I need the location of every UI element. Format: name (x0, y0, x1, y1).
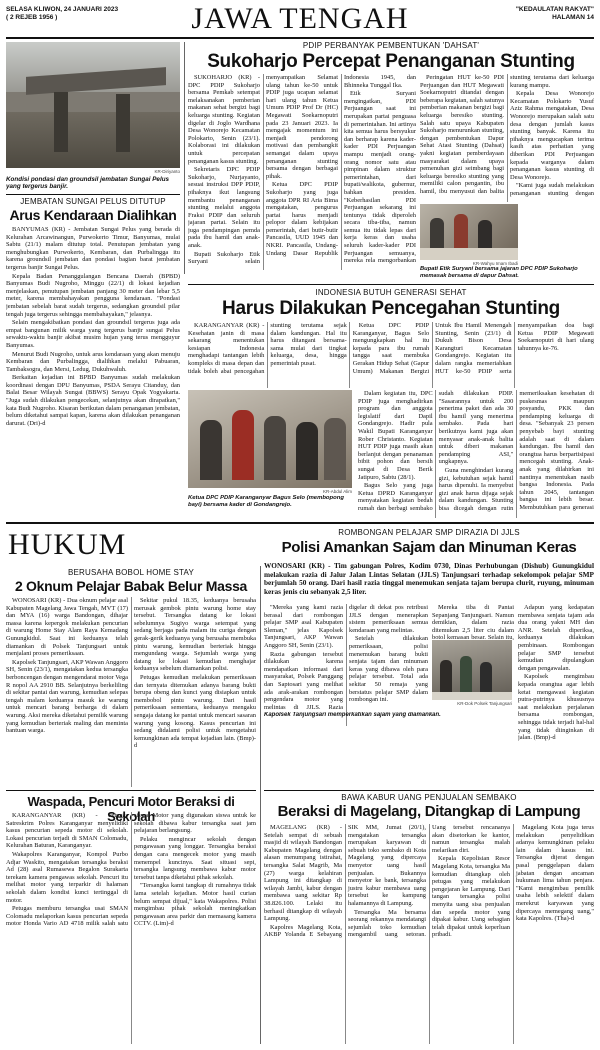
b3-headline: Polisi Amankan Sajam dan Minuman Keras (281, 539, 577, 556)
a2-paragraph: KARANGANYAR (KR) - Kesehatan janin di masa sekarang menentukan kesiapan Indonesia menghadapi tantangan lebih kompleks di masa depan dan tidak boleh abai pencegahan stunting terutama sejak dalam kandungan. Hal itu harus ditangani bersama-sama mulai dari tingkat keluarga, desa, hingga pemerintah pusat. (188, 322, 347, 375)
a2-paragraph: Dalam kegiatan itu, DPC PDIP juga menghadirkan program dan anggota legislatif dari Dapil Gondangrejo. Hadir pula Wakil Bupati Karanganyar Rober Christanto. Kegiatan HUT PDIP juga masih akan berlanjut dengan penanaman bibit pohon dan bersih sungai di Desa Berik Jatipuro, Sabtu (28/1). (358, 390, 433, 481)
section-rule (6, 522, 594, 524)
b3-body-right (518, 604, 594, 788)
masthead-title: JAWA TENGAH (191, 2, 409, 35)
a1-paragraph: Bupati Sukoharjo Etik Suryani selain menyampaikan Selamat ulang tahun ke-50 untuk PDIP juga ucapan selamat hari ulang tahun Ketua Umum PDIP Prof Dr (HC) Megawati Soekarnoputri pada 23 Januari 2023. Ia mengajak momentum ini menjadi pendorong motivasi dan pembangkit semangat dalam upaya penanganan stunting bersama dengan berbagai pihak. (188, 74, 338, 266)
bridge-paragraph: Menurut Budi Nugroho, untuk arus kendaraan yang akan menuju Kembaran dan Purbalingga, dialihkan melalui Pabuaran, Tambaksogra, dan Mersi, Ledug, Dukuhwaluh. (6, 350, 180, 373)
b2-headline: Waspada, Pencuri Motor Beraksi di Sekolah (27, 794, 235, 824)
bridge-photo-credit: KR-Diriyanto (154, 169, 180, 174)
bridge-paragraph: Kepala Badan Penanggulangan Bencana Daerah (BPBD) Banyumas Budi Nugroho, Minggu (22/1) di lokasi kejadian menjelaskan, penutupan jembatan panjang 30 meter dan lebar 5,5 meter, karena membahayakan pengguna kendaraan. "Pondasi jembatan sebelah barat sudah tergerus, sedangkan groundsil pilar tengah juga tergerus sehingga membahayakan," jelasnya. (6, 272, 180, 318)
b4-paragraph: MAGELANG (KR) - Setelah sempat di sebuah masjid di wilayah Bandongan Kabupaten Magelang dengan alasan menumpang istirahat, tersangka Salat Magrib, Ma (27) warga kelahiran Lampung ini ditangkap di wilayah Jambi, kabur dengan membawa uang sekitar Rp 38.826.100. Lelaki itu berhasil ditangkap di wilayah Lampung. (264, 824, 342, 923)
b2-paragraph: Pelaku mengincar sekolah dengan pengawasan yang longgar. Tersangka beraksi dengan cara mengecek motor yang masih menempel kuncinya. Saat situasi sepi, tersangka langsung membawa kabur motor tersebut tanpa diketahui pihak sekolah. (134, 835, 256, 881)
b1-paragraph: Kapolsek Tanjungsari, AKP Wawan Anggoro SH, Senin (23/1), mengatakan kedua tersangka berboncengan dengan mengendarai motor Vega R nopol AA 2910 BB. Selanjutnya berkeliling di sekitar pantai dan warung, kemudian selepas tengah malam keduanya masuk ke warung untuk mencari barang berharga di dalam warung. Aksi mereka diketahui pemilik warung yang kemudian berteriak maling dan meminta bantuan warga. (6, 658, 128, 735)
a2-body-top (188, 322, 594, 388)
bridge-rule (6, 194, 180, 195)
a1-body-left (188, 74, 416, 270)
masthead-rule (6, 37, 594, 39)
a1-kicker: PDIP PERBANYAK PEMBENTUKAN 'DAHSAT' (302, 41, 480, 50)
b3-paragraph: Adapun yang kedapatan membawa senjata tajam ada dua orang yakni MH dan ANR. Setelah diperiksa, keduanya dilakukan pembinaan. Rombongan pelajar SMP tersebut kemudian dipulangkan dengan pengawalan. (518, 604, 594, 672)
bridge-paragraph: Selain mengakibatkan pondasi dan groundsil tergerus juga ada empat bangunan milik warga yang tergerus banjir sungai Pelus sewaktu-waktu banjir akibat musim hujan yang terus mengguyur Banyumas. (6, 319, 180, 349)
column-divider (260, 566, 261, 1044)
b4-headline: Beraksi di Magelang, Ditangkap di Lampung (277, 803, 581, 820)
bridge-paragraph: Berkaitan kejadian ini BPBD Banyumas sudah melakukan koordinasi dengan DPU Banyumas, PSDA Serayu Citanduy, dan Balai Besar Wilayah Sungai (BBWS) Serayu Opak Yogyakarta. "Juga sudah dilakukan pengecekan, selanjutnya akan dirapatkan," kata Budi Nugroho. Kisaran berikutan dalam penanganan jembatan, belum diketahui sampai kapan, karena akan dilakukan penanganan darurat. (Dri)-d (6, 374, 180, 427)
b3-photo (432, 640, 512, 700)
column-divider (184, 42, 185, 274)
a1-photo-credit: KR-Wahyu Imam Ibadi (472, 261, 518, 266)
a2-paragraph: Bagus Selo yang juga Ketua DPRD Karanganyar menyatakan kegiatan bedah rumah dan berbagi sembako sudah dilakukan PDIP. "Sasarannya untuk 200 penerima paket dan ada 30 ibu hamil yang menerima sembako. Pada hari berikutnya kami juga akan menyasar anak-anak balita untuk diberi makanan pendamping ASI," ungkapnya. (358, 390, 514, 512)
masthead-rejeb: ( 2 REJEB 1956 ) (6, 14, 58, 21)
bridge-photo (6, 42, 180, 168)
b3-paragraph: Razia gabungan tersebut dilakukan karena mendapatkan informasi dari masyarakat, Polsek Panggang dan Saptosari yang melihat ada arak-arakan rombongan pengendara motor yang melintas di JJLS. Razia digelar di dekat pos retribusi JJLS dengan menerapkan sistem pemeriksaan semua kendaraan yang melintas. (264, 604, 428, 711)
a1-rule (188, 284, 594, 285)
a2-caption: Ketua DPC PDIP Karanganyar Bagus Selo (membopong bayi) bersama kader di Gondangrejo. (188, 495, 344, 508)
b2-paragraph: Wakapolres Karanganyar, Kompol Purbo Adjar Waskito, mengatakan tersangka beraksi Ad (28) asal Rumasewa Begalon Surakarta terekam kamera pengawas sekolah. Pencuri itu melihat motor yang terparkir di halaman sekolah dalam kondisi kunci tertinggal di motor. (6, 850, 128, 904)
a2-paragraph: Ketua DPC PDIP Karanganyar, Bagus Selo mengungkapkan hal itu kepada para ibu rumah tangga saat membuka Gerakan Hidup Sehat (Gapur Umum) Makanan Bergizi Untuk Ibu Hamil Menengah Stunting, Senin (23/1) di Dukuh Bison Desa Karangturi Kecamatan Gondangrejo. Kegiatan itu dalam rangka memeriahkan HUT ke-50 PDIP serta menyampaikan doa bagi Ketua PDIP Megawati Soekarnoputri di hari ulang tahunnya ke-76. (352, 322, 594, 375)
b3-body-mid (432, 604, 514, 640)
b2-rule (6, 790, 256, 791)
masthead-right-block (470, 6, 594, 22)
a1-paragraph: Ketua DPC PDIP Sukoharjo yang juga anggota DPR RI Aria Bima mengatakan, pengurus partai harus menjadi pelopor dalam kebijakan pemerintah, dari butir-butir Pancasila, UUD 1945 dan NKRI. Pancasila, Undang-Undang Dasar Republik Indonesia 1945, dan Bhinneka Tunggal Ika. (266, 74, 416, 257)
b2-paragraph: "Tersangka kami tangkap di rumahnya tidak lama setelah kejadian. Motor hasil curian belum sempat dijual," kata Wakapolres. Polisi mengimbau pihak sekolah meningkatkan pengawasan area parkir dan memasang kamera CCTV. (Lim)-d (134, 882, 256, 928)
masthead-slogan: "KEDAULATAN RAKYAT" (515, 6, 594, 13)
a1-paragraph: SUKOHARJO (KR) - DPC PDIP Sukoharjo bersama Pemkab setempat melaksanakan pemberian makanan sehat bergizi bagi keluarga stunting. Kegiatan digelar di Joglo Wardhana Desa Wonorejo Kecamatan Polokarto, Senin (23/1). Kolaborasi ini dilakukan untuk percepatan penanganan kasus stunting. (188, 74, 260, 165)
b3-paragraph: Kapolsek mengimbau kepada orangtua agar lebih ketat mengawasi kegiatan putra-putrinya khususnya saat melakukan perjalanan bersama rombongan, sehingga tidak terjadi hal-hal yang tidak diinginkan di jalan. (Bmp)-d (518, 673, 594, 742)
b4-kicker: BAWA KABUR UANG PENJUALAN SEMBAKO (341, 793, 517, 802)
b3-kicker: ROMBONGAN PELAJAR SMP DIRAZIA DI JJLS (338, 528, 520, 537)
masthead-date-block (6, 6, 176, 22)
b3-paragraph: Mereka tiba di Pantai Sepanjang Tanjungsari. Namun demikian, dalam razia ditemukan 2,5 liter ciu dalam botol kemasan besar. Selain itu, (432, 604, 514, 640)
b3-paragraph: Setelah dilakukan pemeriksaan, polisi menemukan barang bukti senjata tajam dan minuman keras yang dibawa oleh para pelajar tersebut. Total ada sekitar 50 remaja yang berstatus pelajar SMP dalam rombongan ini. (349, 635, 428, 704)
masthead-page: HALAMAN 14 (552, 14, 594, 21)
masthead-date: SELASA KLIWON, 24 JANUARI 2023 (6, 6, 119, 13)
b3-photo-credit: KR-Dok Polsek Tanjungsari (457, 701, 512, 706)
bridge-caption: Kondisi pondasi dan groundsil jembatan Sungai Pelus yang tergerus banjir. (6, 176, 170, 191)
b4-paragraph: Kepala Kepolisian Resor Magelang Kota, tersangka Ma kemudian ditangkap oleh petugas yang melakukan pengejaran ke Lampung. Dari tangan tersangka polisi menyita uang sisa penjualan dan sepeda motor yang dipakai kabur. Uang sebagian telah dipakai untuk keperluan pribadi. (432, 855, 510, 939)
a2-paragraph: Guna menghindari kurang gizi, kebutuhan sejak hamil harus dipenuhi. Ia menyebut gizi anak harus dijaga sejak dalam kandungan. Stunting bisa dicegah dengan rutin memeriksakan kesehatan di puskesmas maupun posyandu, PKK dan pendamping keluarga di desa. "Sebanyak 23 persen penyebab bayi stunting adalah saat di dalam kandungan. Ibu hamil dan orangtua harus berpartisipasi mencegah stunting. Anak-anak yang dilahirkan ini nantinya menentukan nasib bangsa Indonesia. Pada tahun 2045, tantangan bangsa ini lebih besar. Membutuhkan para generasi (438, 390, 594, 512)
b4-paragraph: Kapolres Magelang Kota, AKBP Yolanda E Sebayang SIK MM, Jumat (20/1), mengatakan tersangka merupakan karyawan di sebuah toko sembako di Kota Magelang yang dipercaya menyetor uang hasil penjualan. Bukannya menyetor ke bank, tersangka justru kabur membawa uang tersebut ke kampung halamannya di Lampung. (264, 824, 426, 939)
b1-kicker: BERUSAHA BOBOL HOME STAY (67, 568, 194, 577)
bridge-body (6, 226, 180, 514)
a1-paragraph: Etik Suryani mengingatkan, PDI Perjuangan saat ini merupakan partai penguasa di pemerintahan. Ini artinya kita semua harus bersyukur dan berharap karena kader-kader PDI Perjuangan mampu menjadi orang-orang nomor satu atau pimpinan dalam struktur pemerintahan, dari bupati/walikota, gubernur, bahkan presiden. "Keberhasilan PDI Perjuangan sekarang ini tentunya tidak diperoleh secara tiba-tiba, namun semua itu tidak lepas dari kerja keras dan usaha seluruh kader-kader PDI Perjuangan semuanya, mereka rela mengorbankan (344, 90, 416, 265)
b3-lead: WONOSARI (KR) - Tim gabungan Polres, Kodim 0730, Dinas Perhubungan (Dishub) Gunungkidul melakukan razia di Jalur Jalan Lintas Selatan (JJLS) Tanjungsari terhadap sekelompok pelajar SMP berjumlah 50 orang. Dari hasil razia tinggal menemukan senjata tajam berupa clurit, ruyung, minuman keras jenis ciu sebanyak 2,5 liter. (264, 562, 594, 596)
a1-paragraph: "Kami juga sudah melakukan penanganan stunting dengan (510, 182, 594, 197)
b4-rule (264, 790, 594, 791)
a1-caption: Bupati Etik Suryani bersama jajaran DPC PDIP Sukoharjo memasak bersama di dapur Dahsat. (420, 266, 578, 279)
b2-paragraph: Petugas memburu tersangka usai SMAN Colomadu melaporkan kasus pencurian sepeda motor Honda Vario AD 4718 milik salah satu siswa. Motor yang digunakan siswa untuk ke sekolah dibawa kabur tersangka saat jam pelajaran berlangsung. (6, 812, 256, 928)
a1-body-right (420, 74, 594, 202)
b2-paragraph: KARANGANYAR (KR) - Petugas Satreskrim Polres Karanganyar menyelidiki kasus pencurian sepeda motor di sekolah. Lokasi pencurian terjadi di SMAN Colomadu, Kelurahan Baturan, Karanganyar. (6, 812, 128, 850)
a2-photo (188, 390, 352, 488)
a2-headline: Harus Dilakukan Pencegahan Stunting (222, 298, 560, 319)
a1-photo (420, 204, 518, 260)
a2-kicker: INDONESIA BUTUH GENERASI SEHAT (315, 288, 467, 297)
b3-paragraph: "Mereka yang kami razia berasal dari rombongan pelajar SMP asal Kabupaten Sleman," jelas Kapolsek Tanjungsari, AKP Wawan Anggoro SH, Senin (23/1). (264, 604, 343, 649)
b4-paragraph: Magelang Kota juga terus melakukan penyelidikan adanya kemungkinan pelaku lain dalam kasus ini. Tersangka dijerat dengan pasal penggelapan dalam jabatan dengan ancaman hukuman lima tahun penjara. "Kami mengimbau pemilik usaha lebih selektif dalam merekrut karyawan yang dipercaya memegang uang," kata Kapolres. (Tha)-d (516, 824, 594, 923)
b4-paragraph: Tersangka Ma bersama seorang rekannya mendatangi sejumlah toko kemudian mengambil uang setoran. Uang tersebut rencananya akan disetorkan ke kantor, namun tersangka malah melarikan diri. (348, 824, 510, 939)
bridge-paragraph: BANYUMAS (KR) - Jembatan Sungai Pelus yang berada di Kelurahan Arcawinangun, Purwokerto Timur, Banyumas, mulai Sabtu (21/1) malam ditutup total. Penutupan jembatan yang menghubungkan Purwokerto, Kembaran, dan Purbalingga itu karena groundsil jembatan dan pondasi bagian barat jembatan tergerus banjir Sungai Pelus. (6, 226, 180, 271)
a2-photo-credit: KR-Abdul Alim (322, 489, 352, 494)
b3-body-left (264, 604, 428, 726)
a1-headline: Sukoharjo Percepat Penanganan Stunting (207, 51, 575, 72)
hukum-section-title: HUKUM (8, 528, 127, 561)
b1-paragraph: Petugas kemudian melakukan pemeriksaan dan ternyata ditemukan adanya barang bukti berupa obeng dan kunci yang disiapkan untuk membobol pintu warung. Dari hasil pemeriksaan sementara, keduanya mengaku sengaja datang ke pantai untuk mencari sasaran warung yang kosong. Kasus pencurian ini sedang didalami polisi untuk mengetahui kemungkinan ada tempat kejadian lain. (Bmp)-d (134, 673, 256, 750)
b3-caption: Kapolsek Tanjungsari memperkatikan sajam yang diamankan. (264, 712, 441, 718)
b1-body (6, 597, 256, 787)
a2-body-bottom (358, 390, 594, 518)
b2-body (6, 812, 256, 1044)
a1-paragraph: Kepala Desa Wonorejo Kecamatan Polokarto Yusuf Aziz Rahma mengatakan, Desa Wonorejo merupakan salah satu desa dengan jumlah kasus stunting banyak. Karena itu pihaknya mengucapkan terima kasih atas perhatian yang diberikan PDI Perjuangan kepada warganya dalam penanganan kasus stunting di Desa Wonorejo. (510, 90, 594, 181)
a1-paragraph: Sekretaris DPC PDIP Sukoharjo, Nurjayanto, sesuai instruksi DPP PDIP, pihaknya ikut langsung membantu penanganan stunting melalui anggota Fraksi PDIP dan seluruh jajaran partai. Selain itu juga pendampingan pemda pada ibu hamil dan anak-anak. (188, 166, 260, 250)
bridge-headline: Arus Kendaraan Dialihkan (9, 207, 177, 223)
b1-paragraph: Sekitar pukul 18.35, keduanya berusaha merusak gembok pintu warung home stay tersebut. Tersangka datang ke lokasi sebelumnya Sugiyo warga setempat yang sedang berjaga pada malam itu curiga dengan gerak-gerik keduanya yang berusaha membuka pintu warung, kemudian berteriak hingga mengundang warga. Sejumlah warga yang datang ke lokasi kemudian menghajar keduanya sebelum diamankan polisi. (134, 597, 256, 673)
b1-paragraph: WONOSARI (KR) - Dua oknum pelajar asal Kabupaten Magelang Jawa Tengah, MVT (17) dan MYA (16) warga Bandongan, dihajar massa karena kepergok melakukan pencurian di warung Home Stay Alam Raya Kemadang Gunungkidul. Saat ini keduanya telah diamankan di Polsek Tanjungsari untuk menjalani proses pemeriksaan. (6, 597, 128, 658)
bridge-kicker: JEMBATAN SUNGAI PELUS DITUTUP (20, 197, 166, 206)
a1-paragraph: Peringatan HUT ke-50 PDI Perjuangan dan HUT Megawati Soekarnoputri ditandai dengan beberapa kegiatan, salah satunya pemberian makanan bergizi bagi keluarga beresiko stunting. Salah satu upaya Kabupaten Sukoharjo menurunkan stunting, dengan pembentukan Dapur Sehat Atasi Stunting (Dahsat) yakni kegiatan pemberdayaan masyarakat dalam upaya pemenuhan gizi seimbang bagi keluarga beresiko stunting yang memiliki calon pengantin, ibu hamil, ibu menyusui dan balita stunting terutama dari keluarga kurang mampu. (420, 74, 594, 195)
b4-body (264, 824, 594, 1044)
b1-headline: 2 Oknum Pelajar Babak Belur Massa (14, 578, 248, 594)
